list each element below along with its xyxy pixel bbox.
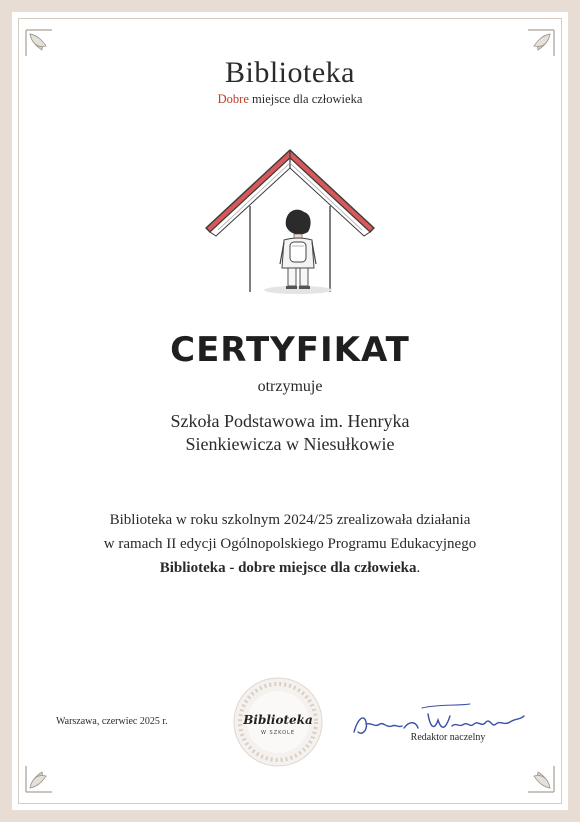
recipient-name bbox=[12, 410, 568, 456]
library-seal-logo bbox=[230, 674, 326, 770]
tagline-accent: Dobre bbox=[217, 92, 249, 106]
seal-title: Biblioteka bbox=[243, 713, 313, 727]
body-line-2: w ramach II edycji Ogólnopolskiego Programu Edukacyjnego bbox=[103, 536, 477, 552]
body-period: . bbox=[416, 560, 421, 576]
brand-tagline bbox=[12, 92, 568, 107]
receives-label: otrzymuje bbox=[257, 378, 323, 395]
brand-title: Biblioteka bbox=[225, 56, 355, 89]
signature-role: Redaktor naczelny bbox=[410, 732, 486, 743]
corner-ornament-icon bbox=[514, 752, 558, 796]
body-line-1: Biblioteka w roku szkolnym 2024/25 zrealizowała działania bbox=[109, 512, 471, 528]
program-name: Biblioteka - dobre miejsce dla człowieka bbox=[159, 560, 417, 576]
tagline-rest: miejsce dla człowieka bbox=[252, 92, 363, 106]
certificate-title: CERTYFIKAT bbox=[170, 330, 410, 370]
recipient-line-1: Szkoła Podstawowa im. Henryka bbox=[170, 411, 410, 431]
recipient-line-2: Sienkiewicza w Niesułkowie bbox=[185, 434, 395, 454]
seal-subtitle: W SZKOLE bbox=[260, 730, 296, 736]
corner-ornament-icon bbox=[22, 752, 66, 796]
body-line-3 bbox=[52, 556, 528, 580]
certificate-body bbox=[52, 508, 528, 580]
place-and-date: Warszawa, czerwiec 2025 r. bbox=[56, 716, 168, 727]
book-roof-child-illustration bbox=[194, 140, 386, 300]
certificate-sheet bbox=[12, 12, 568, 810]
